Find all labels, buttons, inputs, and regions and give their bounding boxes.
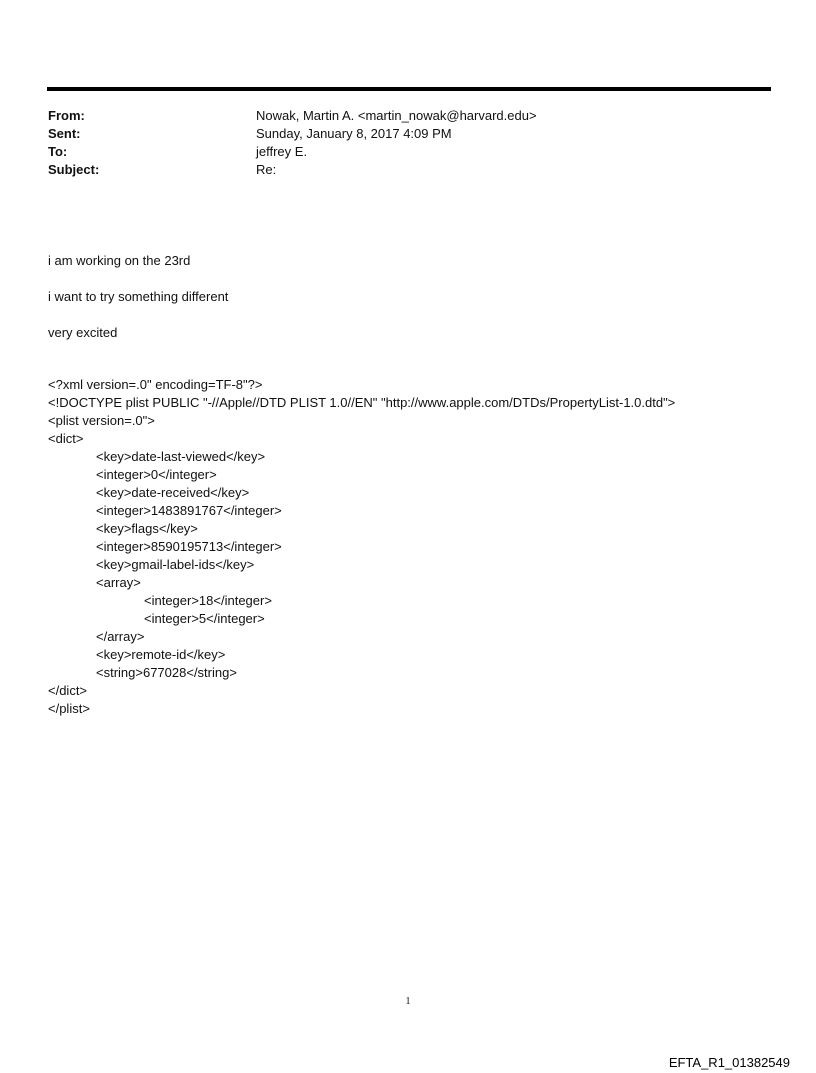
to-value: jeffrey E.: [256, 144, 308, 159]
sent-value: Sunday, January 8, 2017 4:09 PM: [256, 126, 452, 141]
from-value: Nowak, Martin A. <martin_nowak@harvard.edu>: [256, 108, 537, 123]
sent-row: [48, 125, 768, 143]
xml-line: <?xml version=.0" encoding=TF-8"?>: [48, 377, 263, 392]
xml-line: <string>677028</string>: [96, 665, 237, 680]
xml-line: <key>date-last-viewed</key>: [96, 449, 266, 464]
sent-label: Sent:: [48, 126, 81, 141]
bates-number: EFTA_R1_01382549: [668, 1055, 790, 1070]
subject-value: Re:: [256, 162, 277, 177]
xml-line: </array>: [96, 629, 145, 644]
xml-block: [48, 376, 788, 718]
email-body: [48, 252, 768, 360]
xml-line: </dict>: [48, 683, 88, 698]
xml-line: <key>flags</key>: [96, 521, 198, 536]
from-label: From:: [48, 108, 85, 123]
xml-line: <array>: [96, 575, 141, 590]
body-line: very excited: [48, 325, 118, 340]
xml-line: <integer>0</integer>: [96, 467, 217, 482]
body-line: i am working on the 23rd: [48, 253, 191, 268]
xml-line: <key>remote-id</key>: [96, 647, 226, 662]
xml-line: </plist>: [48, 701, 90, 716]
email-header: [48, 107, 768, 179]
to-row: [48, 143, 768, 161]
xml-line: <plist version=.0">: [48, 413, 155, 428]
subject-row: [48, 161, 768, 179]
xml-line: <!DOCTYPE plist PUBLIC "-//Apple//DTD PLIST 1.0//EN" "http://www.apple.com/DTDs/PropertyList-1.0.dtd">: [48, 395, 676, 410]
xml-line: <dict>: [48, 431, 84, 446]
xml-line: <integer>18</integer>: [144, 593, 272, 608]
xml-line: <integer>5</integer>: [144, 611, 265, 626]
header-rule: [47, 87, 771, 91]
to-label: To:: [48, 144, 68, 159]
xml-line: <key>gmail-label-ids</key>: [96, 557, 255, 572]
xml-line: <key>date-received</key>: [96, 485, 250, 500]
xml-line: <integer>1483891767</integer>: [96, 503, 282, 518]
subject-label: Subject:: [48, 162, 100, 177]
page-number: 1: [405, 995, 411, 1007]
from-row: [48, 107, 768, 125]
body-line: i want to try something different: [48, 289, 229, 304]
xml-line: <integer>8590195713</integer>: [96, 539, 282, 554]
